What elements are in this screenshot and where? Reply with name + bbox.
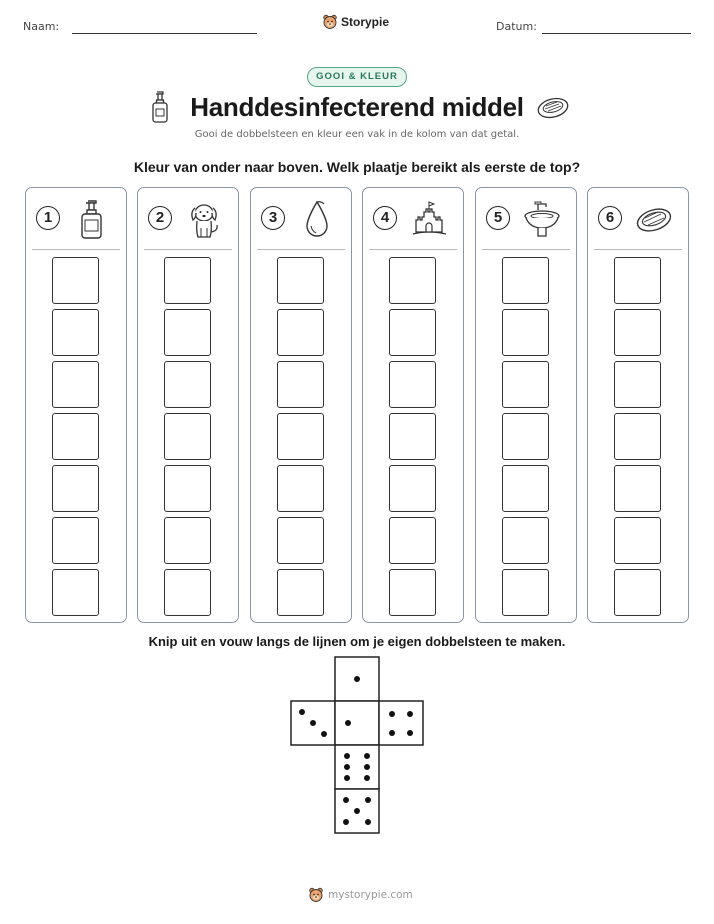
- color-box[interactable]: [52, 361, 99, 408]
- soap-bar-icon: [634, 198, 674, 240]
- date-line: [542, 33, 691, 34]
- column-divider: [144, 249, 232, 250]
- color-box[interactable]: [389, 465, 436, 512]
- column-divider: [257, 249, 345, 250]
- color-box[interactable]: [277, 361, 324, 408]
- brand-name: Storypie: [341, 15, 390, 29]
- color-box[interactable]: [614, 413, 661, 460]
- pump-bottle-icon: [72, 198, 112, 240]
- pip: [407, 711, 413, 717]
- column-divider: [482, 249, 570, 250]
- color-box[interactable]: [52, 465, 99, 512]
- color-box[interactable]: [614, 569, 661, 616]
- pip: [344, 775, 350, 781]
- instruction-color: Kleur van onder naar boven. Welk plaatje bereikt als eerste de top?: [133, 159, 581, 175]
- pip: [344, 764, 350, 770]
- column-divider: [32, 249, 120, 250]
- dice-face-right: [379, 701, 423, 745]
- color-box[interactable]: [52, 569, 99, 616]
- sink-icon: [522, 198, 562, 240]
- pip: [354, 808, 360, 814]
- dice-net: [288, 655, 428, 837]
- color-box[interactable]: [277, 257, 324, 304]
- color-box[interactable]: [502, 413, 549, 460]
- pip: [389, 730, 395, 736]
- color-box[interactable]: [502, 569, 549, 616]
- color-box[interactable]: [614, 257, 661, 304]
- color-box[interactable]: [52, 257, 99, 304]
- color-box[interactable]: [614, 517, 661, 564]
- color-box[interactable]: [389, 569, 436, 616]
- color-box[interactable]: [502, 465, 549, 512]
- pip: [299, 709, 305, 715]
- color-box[interactable]: [52, 413, 99, 460]
- storypie-logo-icon: [322, 14, 338, 30]
- footer-url[interactable]: mystorypie.com: [328, 889, 413, 901]
- pip: [365, 797, 371, 803]
- sandcastle-icon: [409, 198, 449, 240]
- pip: [310, 720, 316, 726]
- water-drop-icon: [297, 198, 337, 240]
- dice-face-center: [335, 701, 379, 745]
- pip: [354, 676, 360, 682]
- color-box[interactable]: [389, 309, 436, 356]
- pip: [364, 753, 370, 759]
- color-box[interactable]: [164, 517, 211, 564]
- brand: [322, 14, 389, 30]
- date-label: Datum:: [496, 20, 537, 33]
- color-box[interactable]: [164, 257, 211, 304]
- soap-bar-icon: [536, 94, 570, 120]
- storypie-logo-icon: [308, 887, 324, 903]
- pip: [344, 753, 350, 759]
- color-box[interactable]: [164, 309, 211, 356]
- pip: [345, 720, 351, 726]
- color-box[interactable]: [389, 361, 436, 408]
- column-number: 2: [148, 206, 172, 230]
- color-box[interactable]: [52, 309, 99, 356]
- pip: [365, 819, 371, 825]
- column-6: [587, 187, 689, 623]
- puppy-icon: [184, 198, 224, 240]
- pip: [343, 797, 349, 803]
- color-box[interactable]: [614, 309, 661, 356]
- color-box[interactable]: [389, 517, 436, 564]
- column-4: [362, 187, 464, 623]
- subtitle: Gooi de dobbelsteen en kleur een vak in de kolom van dat getal.: [194, 129, 520, 140]
- pip: [343, 819, 349, 825]
- color-box[interactable]: [502, 309, 549, 356]
- color-box[interactable]: [164, 569, 211, 616]
- column-divider: [594, 249, 682, 250]
- pip: [364, 775, 370, 781]
- color-box[interactable]: [164, 361, 211, 408]
- color-box[interactable]: [389, 257, 436, 304]
- category-badge: GOOI & KLEUR: [307, 67, 407, 87]
- color-box[interactable]: [277, 413, 324, 460]
- column-number: 3: [261, 206, 285, 230]
- name-label: Naam:: [23, 20, 60, 33]
- column-divider: [369, 249, 457, 250]
- column-number: 6: [598, 206, 622, 230]
- name-line: [72, 33, 257, 34]
- pip: [389, 711, 395, 717]
- column-2: [137, 187, 239, 623]
- column-number: 5: [486, 206, 510, 230]
- dice-face-middle-lower: [335, 745, 379, 789]
- color-box[interactable]: [502, 517, 549, 564]
- page-title: Handdesinfecterend middel: [190, 92, 524, 122]
- color-box[interactable]: [502, 257, 549, 304]
- footer: [308, 887, 413, 903]
- color-box[interactable]: [277, 517, 324, 564]
- pip: [364, 764, 370, 770]
- color-box[interactable]: [502, 361, 549, 408]
- color-box[interactable]: [277, 465, 324, 512]
- color-box[interactable]: [614, 361, 661, 408]
- column-1: [25, 187, 127, 623]
- color-box[interactable]: [389, 413, 436, 460]
- color-box[interactable]: [614, 465, 661, 512]
- pip: [407, 730, 413, 736]
- column-3: [250, 187, 352, 623]
- color-box[interactable]: [52, 517, 99, 564]
- instruction-cut-fold: Knip uit en vouw langs de lijnen om je eigen dobbelsteen te maken.: [148, 634, 566, 649]
- color-box[interactable]: [277, 309, 324, 356]
- column-5: [475, 187, 577, 623]
- color-box[interactable]: [164, 413, 211, 460]
- pip: [321, 731, 327, 737]
- column-number: 1: [36, 206, 60, 230]
- color-box[interactable]: [277, 569, 324, 616]
- column-number: 4: [373, 206, 397, 230]
- color-box[interactable]: [164, 465, 211, 512]
